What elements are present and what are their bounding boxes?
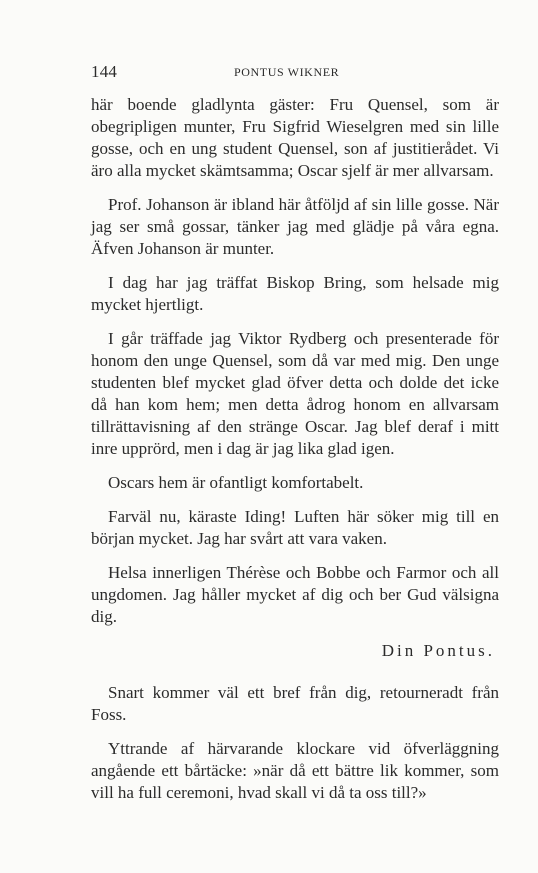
paragraph: här boende gladlynta gäster: Fru Quensel, som är obegripligen munter, Fru Sigfrid Wieselgren med sin lille gosse, och en ung student Quensel, son af justitierådet. Vi äro alla mycket skämtsamma; Oscar sjelf är mer allvarsam.: [91, 95, 499, 180]
letter-body: [91, 94, 499, 816]
paragraph: Helsa innerligen Thérèse och Bobbe och Farmor och all ungdomen. Jag håller mycket af dig och ber Gud välsigna dig.: [91, 563, 499, 626]
postscript: [91, 682, 499, 804]
postscript-paragraph: Yttrande af härvarande klockare vid öfverläggning angående ett bårtäcke: »när då ett bättre lik kommer, som vill ha full ceremoni, hvad skall vi då ta oss till?»: [91, 739, 499, 802]
page-header: [91, 62, 499, 82]
postscript-paragraph: Snart kommer väl ett bref från dig, retourneradt från Foss.: [91, 683, 499, 724]
paragraph: Farväl nu, käraste Iding! Luften här söker mig till en början mycket. Jag har svårt att vara vaken.: [91, 507, 499, 548]
paragraph: Prof. Johanson är ibland här åtföljd af sin lille gosse. När jag ser små gossar, tänker jag med glädje på våra egna. Äfven Johanson är munter.: [91, 195, 499, 258]
paragraph: I går träffade jag Viktor Rydberg och presenterade för honom den unge Quensel, som då var med mig. Den unge studenten blef mycket glad öfver detta och dolde det icke då han kom hem; men detta ådrog honom en allvarsam tillrättavisning af den stränge Oscar. Jag blef deraf i mitt inre upprörd, men i dag är jag lika glad igen.: [91, 329, 499, 458]
paragraph: Oscars hem är ofantligt komfortabelt.: [108, 473, 364, 492]
page-number: 144: [91, 62, 118, 81]
running-head: PONTUS WIKNER: [234, 65, 340, 79]
paragraph: I dag har jag träffat Biskop Bring, som helsade mig mycket hjertligt.: [91, 273, 499, 314]
signature: Din Pontus.: [381, 641, 495, 660]
